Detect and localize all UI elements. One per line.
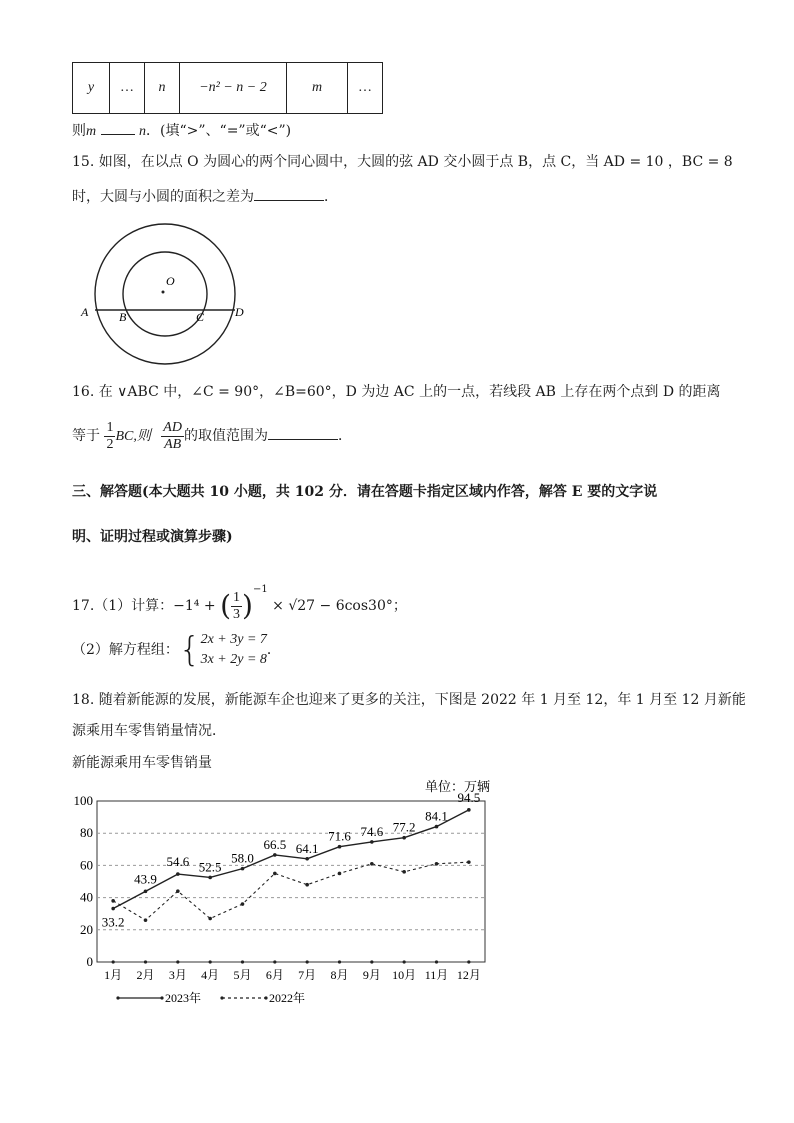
q16-answer-blank[interactable] <box>268 425 338 440</box>
data-label: 58.0 <box>231 850 254 866</box>
series-line-2022年 <box>113 862 469 920</box>
concentric-circles-figure <box>78 218 250 368</box>
data-point <box>435 862 439 866</box>
data-label: 66.5 <box>263 836 287 852</box>
y-tick-label: 20 <box>80 921 93 937</box>
data-point <box>176 872 180 876</box>
q17-part2-label: （2）解方程组： <box>72 642 179 658</box>
y-tick-label: 40 <box>80 889 93 905</box>
x-axis-dot <box>241 960 244 963</box>
center-point <box>162 291 165 294</box>
table-cell: −n² − n − 2 <box>180 63 287 114</box>
q14-answer-line <box>72 120 291 141</box>
exponent: −1 <box>252 584 268 595</box>
fraction-ad-ab: $\frac{AD}{AB}$ <box>163 419 182 452</box>
fraction-half: $\frac{1}{2}$ <box>106 419 114 452</box>
data-label: 74.6 <box>360 823 384 839</box>
q15-answer-blank[interactable] <box>254 186 324 201</box>
unit-label: 单位：万辆 <box>424 779 490 794</box>
x-axis-dot <box>435 960 438 963</box>
small-circle <box>123 252 207 336</box>
large-circle <box>95 224 235 364</box>
sales-line-chart <box>60 772 510 1017</box>
q17-part1 <box>72 570 407 622</box>
x-tick-label: 2月 <box>136 968 155 982</box>
data-point <box>241 867 245 871</box>
legend-dot <box>264 996 267 999</box>
data-point <box>111 907 115 911</box>
x-axis-dot <box>112 960 115 963</box>
legend-label: 2022年 <box>269 991 306 1005</box>
q16-text-b: BC,则 <box>115 429 151 444</box>
q14-m: m <box>86 124 97 139</box>
data-label: 84.1 <box>425 808 448 824</box>
data-point <box>111 899 115 903</box>
data-point <box>370 862 374 866</box>
data-point <box>402 836 406 840</box>
brace-icon: { <box>178 630 201 670</box>
data-label: 94.5 <box>457 789 481 805</box>
section3-heading-line1: 三、解答题(本大题共 10 小题，共 102 分．请在答题卡指定区域内作答，解答 E 要的文字说 <box>72 484 658 500</box>
legend-dot <box>220 996 223 999</box>
equation-2: 3x + 2y = 8 <box>200 652 267 667</box>
data-point <box>338 845 342 849</box>
x-tick-label: 5月 <box>233 968 252 982</box>
x-axis-dot <box>467 960 470 963</box>
y-tick-label: 100 <box>73 793 93 808</box>
paren-open: ( <box>220 589 231 622</box>
q16-text-a: 等于 <box>72 428 100 444</box>
data-point <box>208 917 212 921</box>
label-b: B <box>119 310 127 324</box>
x-tick-label: 1月 <box>104 968 123 982</box>
legend-dot <box>160 996 163 999</box>
data-point <box>402 870 406 874</box>
data-label: 43.9 <box>134 871 157 887</box>
q17-part1-label: 17.（1）计算： <box>72 598 174 614</box>
x-axis-dot <box>306 960 309 963</box>
equation-system <box>201 630 267 670</box>
value-table <box>72 62 383 114</box>
x-axis-dot <box>144 960 147 963</box>
q15-line2 <box>72 186 338 206</box>
x-axis-dot <box>403 960 406 963</box>
x-tick-label: 9月 <box>362 968 381 982</box>
fraction-one-third: $\frac{1}{3}$ <box>233 589 240 622</box>
data-point <box>241 902 245 906</box>
data-point <box>467 860 471 864</box>
chart-caption: 新能源乘用车零售销量 <box>72 755 212 771</box>
data-label: 77.2 <box>392 819 416 835</box>
data-point <box>176 889 180 893</box>
y-tick-label: 60 <box>80 857 93 873</box>
q14-n: n <box>139 124 147 139</box>
table-cell: m <box>287 63 348 114</box>
paren-close: ) <box>242 589 253 622</box>
data-point <box>273 872 277 876</box>
x-tick-label: 11月 <box>424 968 449 982</box>
data-label: 33.2 <box>101 914 125 930</box>
data-label: 71.6 <box>328 828 351 844</box>
label-c: C <box>196 310 205 324</box>
data-point <box>435 825 439 829</box>
data-point <box>208 876 212 880</box>
data-point <box>305 883 309 887</box>
q16-text-c: 的取值范围为 <box>183 428 268 444</box>
x-tick-label: 6月 <box>265 968 284 982</box>
x-tick-label: 8月 <box>330 968 349 982</box>
q14-suffix: ．(填“>”、“=”或“<”) <box>146 123 292 139</box>
data-point <box>144 918 148 922</box>
x-tick-label: 10月 <box>392 968 417 982</box>
data-point <box>370 840 374 844</box>
label-a: A <box>81 305 89 319</box>
equation-1: 2x + 3y = 7 <box>200 632 267 647</box>
section3-heading-line2: 明、证明过程或演算步骤) <box>72 529 233 545</box>
q15-line2-end: ． <box>324 189 338 205</box>
x-tick-label: 3月 <box>168 968 187 982</box>
x-axis-dot <box>176 960 179 963</box>
y-tick-label: 0 <box>86 954 93 969</box>
table-cell: y <box>73 63 110 114</box>
data-point <box>305 857 309 861</box>
table-cell: n <box>145 63 180 114</box>
q15-line2-text: 时，大圆与小圆的面积之差为 <box>72 189 254 205</box>
label-o: O <box>166 274 175 288</box>
q18-line1: 18. 随着新能源的发展，新能源车企也迎来了更多的关注，下图是 2022 年 1 月至 12，年 1 月至 12 月新能 <box>72 692 746 708</box>
x-axis-dot <box>209 960 212 963</box>
q16-line2: 等于 $\frac{1}{2}$ BC,则 $\frac{AD}{AB}$ 的取值范围为 ． <box>72 419 352 452</box>
q17-part2: （2）解方程组：{ 2x + 3y = 7 3x + 2y = 8 ． <box>72 630 281 670</box>
x-tick-label: 7月 <box>298 968 317 982</box>
table-cell: … <box>348 63 383 114</box>
legend-dot <box>116 996 119 999</box>
q14-answer-blank[interactable] <box>101 120 135 135</box>
data-point <box>467 808 471 812</box>
q16-line1: 16. 在 ∨ABC 中，∠C = 90°，∠B=60°，D 为边 AC 上的一点，若线段 AB 上存在两个点到 D 的距离 <box>72 384 721 400</box>
data-point <box>144 890 148 894</box>
q18-line2: 源乘用车零售销量情况． <box>72 723 226 739</box>
label-d: D <box>235 305 244 319</box>
data-label: 64.1 <box>295 840 319 856</box>
x-tick-label: 4月 <box>201 968 220 982</box>
y-tick-label: 80 <box>80 825 93 841</box>
data-label: 52.5 <box>198 859 222 875</box>
q15-line1: 15. 如图，在以点 O 为圆心的两个同心圆中，大圆的弦 AD 交小圆于点 B，点 C，当 AD = 10 ，BC = 8 <box>72 154 733 170</box>
data-label: 54.6 <box>166 854 190 870</box>
q17-expr-b: × √27 − 6cos30°； <box>272 598 407 614</box>
data-point <box>273 853 277 857</box>
x-tick-label: 12月 <box>456 968 481 982</box>
legend-label: 2023年 <box>165 991 202 1005</box>
table-cell: … <box>110 63 145 114</box>
x-axis-dot <box>370 960 373 963</box>
x-axis-dot <box>273 960 276 963</box>
data-point <box>338 872 342 876</box>
q17-expr-a: −1⁴ + <box>173 598 216 614</box>
q14-prefix: 则 <box>72 123 86 139</box>
x-axis-dot <box>338 960 341 963</box>
